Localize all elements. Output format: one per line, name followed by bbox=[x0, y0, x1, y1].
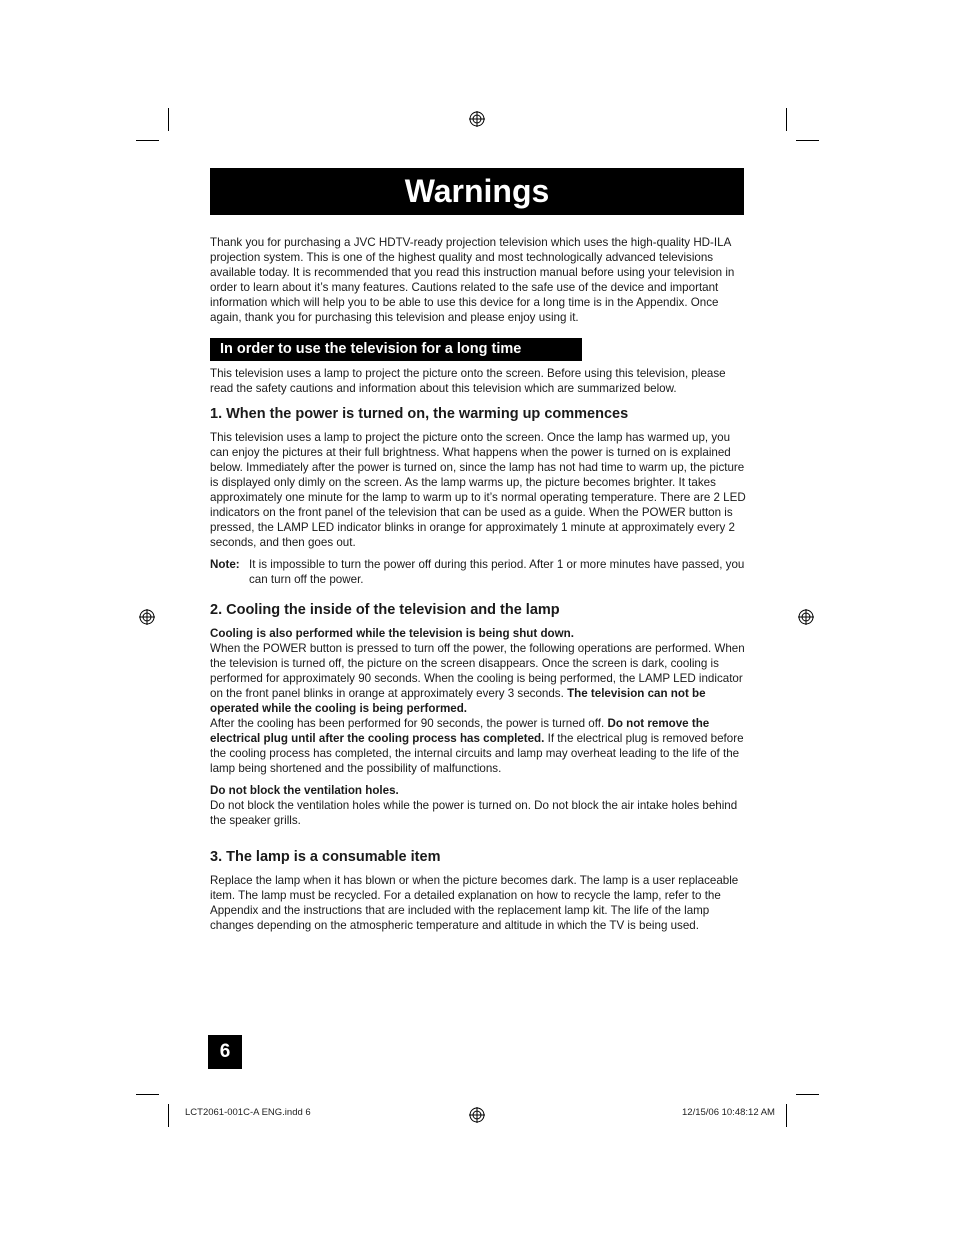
registration-mark-icon bbox=[139, 609, 155, 625]
item2-bold-a: The television can not be operated while the cooling is being performed. bbox=[210, 687, 706, 715]
crop-mark bbox=[796, 1094, 819, 1095]
registration-mark-icon bbox=[798, 609, 814, 625]
item3-paragraph: Replace the lamp when it has blown or when the picture becomes dark. The lamp is a user replaceable item. The lamp must be recycled. For a detailed explanation on how to recycle the lamp, refer to the Appendix and the instructions that are included with the replacement lamp kit. The life of the lamp changes depending on the atmospheric temperature and altitude in which the TV is being used. bbox=[210, 874, 739, 932]
crop-mark bbox=[136, 140, 159, 141]
item2-text-a: When the POWER button is pressed to turn off the power, the following operations are performed. When the television is turned off, the picture on the screen disappears. Once the screen is dark, cooling is performed for approximately 90 seconds. When the cooling is being performed, the LAMP LED indicator on the front panel blinks in orange at approximately every 3 seconds. bbox=[210, 642, 745, 700]
note-label: Note: bbox=[210, 558, 240, 571]
item2-text-b: After the cooling has been performed for 90 seconds, the power is turned off. bbox=[210, 717, 605, 730]
item2-subheading-ventilation: Do not block the ventilation holes. bbox=[210, 784, 399, 797]
registration-mark-icon bbox=[469, 111, 485, 127]
item2-ventilation-text: Do not block the ventilation holes while the power is turned on. Do not block the air intake holes behind the speaker grills. bbox=[210, 799, 738, 827]
crop-mark bbox=[168, 108, 169, 131]
crop-mark bbox=[796, 140, 819, 141]
note bbox=[210, 557, 746, 587]
page-title: Warnings bbox=[210, 168, 744, 215]
item3-heading: 3. The lamp is a consumable item bbox=[210, 849, 441, 865]
main-content bbox=[210, 235, 746, 933]
registration-mark-icon bbox=[469, 1107, 485, 1123]
intro-paragraph: Thank you for purchasing a JVC HDTV-ready projection television which uses the high-quality HD-ILA projection system. This is one of the highest quality and most technologically advanced televisions available today. It is recommended that you read this instruction manual before using your television in order to learn about it’s many features. Cautions related to the safe use of the device and important information which will help you to be able to use this device for a long time is in the Appendix. Once again, thank you for purchasing this television and please enjoy using it. bbox=[210, 236, 735, 324]
item2-text-c: If the electrical plug is removed before the cooling process has completed, the internal circuits and lamp may overheat leading to the life of the lamp being shortened and the possibility of malfunctions. bbox=[210, 732, 744, 775]
item2-heading: 2. Cooling the inside of the television and the lamp bbox=[210, 602, 560, 618]
item2-paragraph bbox=[210, 641, 746, 776]
crop-mark bbox=[136, 1094, 159, 1095]
page-number: 6 bbox=[208, 1035, 242, 1069]
footer-file-name: LCT2061-001C-A ENG.indd 6 bbox=[185, 1107, 311, 1118]
item2-subheading-cooling: Cooling is also performed while the television is being shut down. bbox=[210, 627, 574, 640]
item2-bold-b: Do not remove the electrical plug until after the cooling process has completed. bbox=[210, 717, 710, 745]
crop-mark bbox=[786, 1104, 787, 1127]
crop-mark bbox=[786, 108, 787, 131]
crop-mark bbox=[168, 1104, 169, 1127]
section-paragraph: This television uses a lamp to project the picture onto the screen. Before using this television, please read the safety cautions and information about this television which are summarized below. bbox=[210, 367, 726, 395]
note-text: It is impossible to turn the power off during this period. After 1 or more minutes have passed, you can turn off the power. bbox=[249, 558, 745, 586]
item1-heading: 1. When the power is turned on, the warming up commences bbox=[210, 406, 629, 422]
section-heading: In order to use the television for a long time bbox=[210, 338, 582, 361]
item1-paragraph: This television uses a lamp to project the picture onto the screen. Once the lamp has warmed up, you can enjoy the pictures at their full brightness. What happens when the power is turned on is explained below. Immediately after the power is turned on, since the lamp has not had time to warm up, the picture is displayed only dimly on the screen. As the lamp warms up, the picture becomes brighter. It takes approximately one minute for the lamp to warm up to it’s normal operating temperature. There are 2 LED indicators on the front panel of the television that can be used as a guide. When the POWER button is pressed, the LAMP LED indicator blinks in orange for approximately 1 minute at approximately every 2 seconds, and then goes out. bbox=[210, 431, 746, 549]
footer-timestamp: 12/15/06 10:48:12 AM bbox=[682, 1107, 775, 1118]
